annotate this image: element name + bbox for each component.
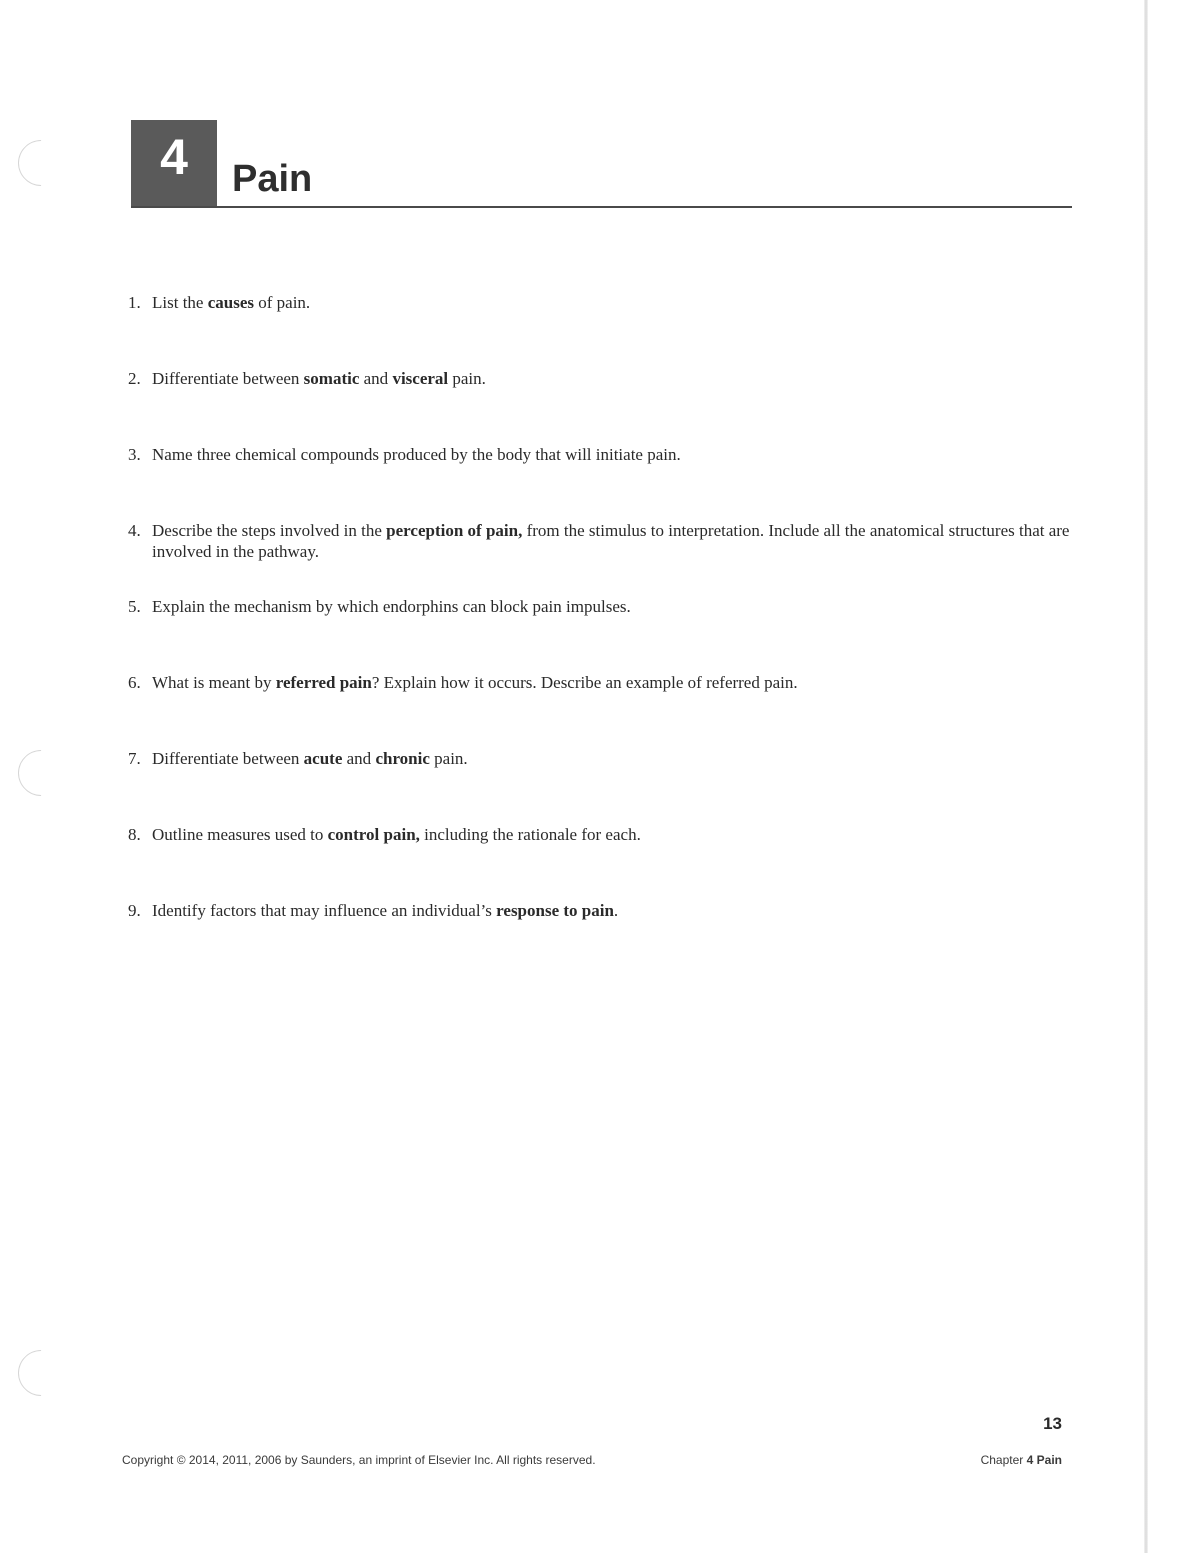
question-list <box>128 292 1078 921</box>
question-text: Differentiate between acute and chronic pain. <box>152 749 468 768</box>
question-number: 5. <box>128 597 141 616</box>
question-item <box>128 292 1078 313</box>
question-text: What is meant by referred pain? Explain how it occurs. Describe an example of referred pain. <box>152 673 798 692</box>
running-footer-title: Pain <box>1036 1453 1062 1467</box>
question-item <box>128 900 1078 921</box>
binder-hole-mark <box>8 130 73 195</box>
question-number: 3. <box>128 445 141 464</box>
question-item <box>128 596 1078 617</box>
question-number: 8. <box>128 825 141 844</box>
question-item <box>128 748 1078 769</box>
scan-edge-shadow <box>1144 0 1148 1553</box>
question-item <box>128 824 1078 845</box>
question-number: 9. <box>128 901 141 920</box>
header-rule <box>131 206 1072 208</box>
binder-hole-mark <box>8 1340 73 1405</box>
question-number: 6. <box>128 673 141 692</box>
question-item <box>128 444 1078 465</box>
copyright-notice: Copyright © 2014, 2011, 2006 by Saunders, an imprint of Elsevier Inc. All rights reserved. <box>122 1453 596 1467</box>
question-item <box>128 672 1078 693</box>
question-number: 7. <box>128 749 141 768</box>
question-text: Explain the mechanism by which endorphins can block pain impulses. <box>152 597 631 616</box>
running-footer-label: Chapter <box>980 1453 1024 1467</box>
question-text: Describe the steps involved in the perception of pain, from the stimulus to interpretation. Include all the anatomical structures that are involved in the pathway. <box>152 521 1070 561</box>
question-text: Outline measures used to control pain, including the rationale for each. <box>152 825 641 844</box>
question-number: 4. <box>128 521 141 540</box>
question-text: List the causes of pain. <box>152 293 311 312</box>
chapter-title: Pain <box>232 158 313 200</box>
question-item <box>128 520 1078 562</box>
question-text: Differentiate between somatic and visceral pain. <box>152 369 486 388</box>
question-item <box>128 368 1078 389</box>
question-text: Identify factors that may influence an individual’s response to pain. <box>152 901 619 920</box>
question-number: 1. <box>128 293 141 312</box>
chapter-number: 4 <box>160 129 188 185</box>
question-number: 2. <box>128 369 141 388</box>
page-number: 13 <box>1043 1414 1062 1433</box>
running-footer <box>900 1453 1062 1467</box>
binder-hole-mark <box>8 740 73 805</box>
running-footer-number: 4 <box>1026 1453 1034 1467</box>
question-text: Name three chemical compounds produced by the body that will initiate pain. <box>152 445 681 464</box>
chapter-number-box <box>131 120 217 206</box>
